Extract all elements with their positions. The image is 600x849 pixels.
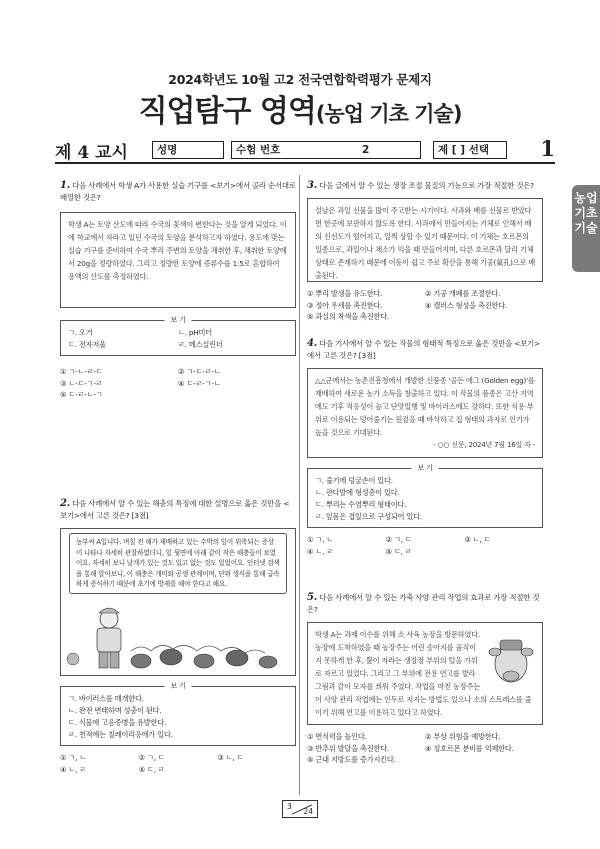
question-5 <box>307 592 543 766</box>
question-2-number: 2. <box>60 498 71 509</box>
subject-main: 직업탐구 영역 <box>138 94 316 129</box>
answer-option[interactable]: ④ 성호르몬 분비를 억제한다. <box>425 743 514 753</box>
bogi-label: 보 기 <box>164 315 191 326</box>
page-number: 1 <box>540 136 555 161</box>
bogi-item: ㄱ. 오거 <box>68 328 93 337</box>
calf-with-cap-icon <box>486 630 536 690</box>
answer-option[interactable]: ⑤ ㄷ, ㄹ <box>138 764 165 774</box>
answer-option[interactable]: ② ㄱ-ㄷ-ㄹ-ㄴ <box>178 367 221 376</box>
question-2-illustration <box>60 528 296 676</box>
bogi-item: ㄹ. 천적에는 칠레이리응애가 있다. <box>68 730 173 739</box>
answer-option[interactable]: ⑤ ㄷ-ㄹ-ㄴ-ㄱ <box>60 390 103 399</box>
answer-option[interactable]: ① 뿌리 발생을 유도한다. <box>307 289 383 298</box>
bogi-item: ㄱ. 줄기에 덩굴손이 있다. <box>315 476 393 485</box>
bogi-label: 보 기 <box>164 681 191 692</box>
question-2 <box>60 498 296 775</box>
farmer-icon <box>97 608 121 668</box>
watermelon-field-icon <box>131 645 277 668</box>
period-label: 제 4 교시 <box>55 143 128 163</box>
question-5-passage <box>307 622 543 725</box>
aphid-closeup-icon <box>67 653 79 665</box>
question-4-stem <box>307 338 543 362</box>
name-label: 성명 <box>157 144 178 156</box>
question-2-text: 다음 사례에서 알 수 있는 해충의 특징에 대한 설명으로 옳은 것만을 <보기>에서 고른 것은? [3점] <box>60 499 290 520</box>
answer-option[interactable]: ⑤ ㄷ, ㄹ <box>385 546 412 556</box>
question-5-stem <box>307 592 543 616</box>
question-4-passage <box>307 368 543 458</box>
question-1-text: 다음 사례에서 학생 A가 사용한 실습 기구를 <보기>에서 골라 순서대로 배열한 것은? <box>60 181 296 202</box>
question-4-text: 다음 기사에서 알 수 있는 작물의 형태적 특징으로 옳은 것만을 <보기>에서 고른 것은? [3점] <box>307 339 541 360</box>
question-1-number: 1. <box>60 180 71 191</box>
question-3-passage: 설날은 과일 선물을 많이 주고받는 시기이다. 사과와 배를 선물로 받았다면 한곳에 보관하지 않도록 한다. 사과에서 만들어지는 기체로 인해서 배의 신선도가 떨어지고, 일찍 상할 수 있기 때문이다. 이 기체는 호르몬의 일종으로, 과일이나 채소가 익을 때 만들어지며, 다른 호르몬과 달리 기체 상태로 존재하기 때문에 이동이 쉽고 주로 확산을 통해 기공(氣孔)으로 배출된다. <box>307 198 543 282</box>
answer-option[interactable]: ② 부상 위험을 예방한다. <box>425 732 501 741</box>
question-3-stem <box>307 180 543 192</box>
answer-option[interactable]: ⑤ 근내 지방도를 증가시킨다. <box>307 755 396 764</box>
answer-option[interactable]: ③ 정아 우세를 촉진한다. <box>307 300 383 310</box>
farmer-illustration <box>61 529 295 675</box>
bogi-item: ㄹ. 메스실린더 <box>178 340 223 349</box>
subject-title <box>0 94 600 132</box>
question-2-bogi <box>60 682 296 746</box>
subject-sub: (농업 기초 기술) <box>315 102 462 126</box>
question-3-text: 다음 글에서 알 수 있는 생장 조절 물질의 기능으로 가장 적절한 것은? <box>319 181 534 190</box>
exam-number-label: 수험 번호 <box>236 144 281 156</box>
selection-label: 제 [ ] 선택 <box>438 144 489 156</box>
current-page: 3 <box>287 802 292 811</box>
answer-option[interactable]: ① ㄱ, ㄴ <box>307 535 333 544</box>
answer-option[interactable]: ② ㄱ, ㄷ <box>385 535 412 544</box>
exam-number-digit: 2 <box>362 144 370 156</box>
bogi-item: ㄷ. 식물에 고음증병을 유발한다. <box>68 718 167 727</box>
exam-header <box>0 70 600 132</box>
answer-option[interactable]: ③ 반추위 발달을 촉진한다. <box>307 743 390 753</box>
question-1-passage: 학생 A는 토양 산도에 따라 수국의 꽃색이 변한다는 것을 알게 되었다. 이에 학교에서 자라고 있던 수국의 토양을 분석하고자 하였다. 용도에 맞는 실습 기구를 준비하여 수국 뿌리 주변의 토양을 채취한 후, 채취한 토양에서 20g을 정량하였다. 그리고 정량한 토양에 증류수를 1:5로 혼합하여 용액의 산도를 측정하였다. <box>60 212 296 308</box>
article-source: - ○○ 신문, 2024년 7월 16일 자 - <box>433 441 535 449</box>
bogi-item: ㄴ. 완전 변태하며 성충이 된다. <box>68 706 162 715</box>
question-2-stem <box>60 498 296 522</box>
answer-option[interactable]: ③ ㄴ, ㄷ <box>464 535 491 544</box>
answer-option[interactable]: ① 번식력을 높인다. <box>307 732 367 741</box>
exam-number-field <box>231 141 421 159</box>
answer-option[interactable]: ① ㄱ, ㄴ <box>60 753 86 762</box>
question-4 <box>307 338 543 557</box>
question-1-stem <box>60 180 296 204</box>
answer-option[interactable]: ④ 캘러스 형성을 촉진한다. <box>425 300 508 310</box>
question-1 <box>60 180 296 401</box>
question-5-passage-text: 학생 A는 과제 이수를 위해 소 사육 농장을 방문하였다. 농장에 도착하였을 때 농장주는 어린 송아지를 움직이지 못하게 한 후, 뿔이 자라는 생장점 부위의 털을 가위로 자르고 있었다. 그리고 그 부위에 전용 연고를 발라 그림과 같이 모자를 씌워 주었다. 작업을 마친 농장주는 이 사양 관리 작업에는 인두로 지지는 방법도 있으나 소의 스트레스를 줄이기 위해 연고를 이용하고 있다고 하였다. <box>315 630 532 717</box>
question-3-number: 3. <box>307 180 318 191</box>
exam-name: 2024학년도 10월 고2 전국연합학력평가 문제지 <box>168 72 432 87</box>
answer-option[interactable]: ② 기공 개폐를 조절한다. <box>425 289 501 298</box>
footer-page-indicator <box>282 800 318 818</box>
column-divider <box>299 175 300 795</box>
total-pages: 24 <box>303 807 313 816</box>
answer-option[interactable]: ⑤ 과실의 착색을 촉진한다. <box>307 312 390 321</box>
answer-option[interactable]: ③ ㄴ-ㄷ-ㄱ-ㄹ <box>60 378 103 388</box>
question-2-options <box>60 752 296 775</box>
bogi-item: ㄷ. 뿌리는 수염뿌리 형태이다. <box>315 500 407 509</box>
answer-option[interactable]: ④ ㄴ, ㄹ <box>60 764 86 774</box>
question-3 <box>307 180 543 323</box>
answer-option[interactable]: ④ ㄴ, ㄹ <box>307 546 333 556</box>
bogi-label: 보 기 <box>411 463 438 474</box>
question-4-bogi <box>307 464 543 528</box>
question-4-options <box>307 534 543 557</box>
answer-option[interactable]: ③ ㄴ, ㄷ <box>217 753 244 762</box>
question-5-text: 다음 사례에서 알 수 있는 가축 사양 관리 작업의 효과로 가장 적절한 것은? <box>307 593 540 614</box>
bogi-item: ㄴ. 관다발에 형성층이 있다. <box>315 488 400 497</box>
article-text: △△군에서는 농촌진흥청에서 개발한 신품종 '골든 에그 (Golden egg)'를 재배하여 새로운 농가 소득을 창출하고 있다. 이 작물의 품종은 고산 지역에도 기후 적응성이 높고 단맛있행 및 바이러스에도 강하다. 또한 식용·부위로 이용되는 덩어줄기는 원겉을 때 바삭하고 집 형태의 과자로 인기가 높을 것으로 기대된다. <box>315 376 535 437</box>
answer-option[interactable]: ② ㄱ, ㄷ <box>138 753 165 762</box>
subject-side-tab: 농업 기초 기술 <box>572 185 600 272</box>
question-4-number: 4. <box>307 338 318 349</box>
speech-bubble: 농부씨 A입니다. 며칠 전 해가 재배하고 있는 수박의 잎이 위축되는 증상이 나타나 자세히 관찰하였더니, 잎 뒷면에 아래 같이 작은 해충들이 보였어요. 자세히 보니 날개가 있는 것도 있고 없는 것도 있었어요. 인터넷 검색을 통해 알아보니, 이 해충은 개미와 공생 관계이며, 단위 생식을 통해 급속하게 증식하기 때문에 초기에 방제를 해야 한다고 해요. <box>69 533 287 594</box>
question-1-bogi <box>60 316 296 356</box>
question-3-options <box>307 288 543 323</box>
selection-field <box>433 141 507 159</box>
question-5-number: 5. <box>307 592 318 603</box>
bogi-item: ㄱ. 바이러스를 매개한다. <box>68 694 144 703</box>
info-bar <box>55 136 555 164</box>
name-field <box>152 141 224 159</box>
question-5-options <box>307 731 543 766</box>
bogi-item: ㄹ. 잎몸은 겹잎으로 구성되어 있다. <box>315 512 422 521</box>
answer-option[interactable]: ④ ㄷ-ㄹ-ㄱ-ㄴ <box>178 378 221 388</box>
question-1-options <box>60 366 296 401</box>
answer-option[interactable]: ① ㄱ-ㄴ-ㄹ-ㄷ <box>60 367 103 376</box>
bogi-item: ㄴ. pH미터 <box>178 328 212 337</box>
bogi-item: ㄷ. 전자저울 <box>68 340 106 349</box>
